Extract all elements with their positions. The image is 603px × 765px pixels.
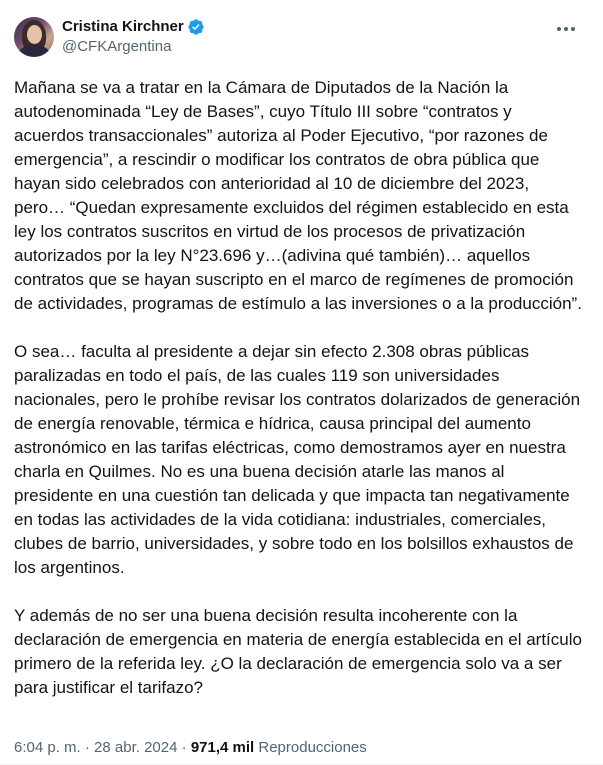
author-handle[interactable]: @CFKArgentina	[62, 38, 172, 55]
more-options-icon[interactable]	[553, 18, 579, 40]
meta-separator: ·	[84, 739, 90, 756]
views-label[interactable]: Reproducciones	[258, 739, 367, 756]
author-info	[62, 17, 205, 57]
tweet-text	[14, 76, 584, 724]
avatar[interactable]	[14, 17, 54, 57]
views-count: 971,4 mil	[190, 739, 255, 756]
tweet-paragraph-1: Mañana se va a tratar en la Cámara de Diputados de la Nación la autodenominada “Ley de Bases”, cuyo Título III sobre “contratos y acuerdos transaccionales” autoriza al Poder Ejecutivo, “por razones de emergencia”, a rescindir o modificar los contratos de obra pública que hayan sido celebrados con anterioridad al 10 de diciembre del 2023, pero… “Quedan expresamente excluidos del régimen establecido en esta ley los contratos suscritos en virtud de los procesos de privatización autorizados por la ley N°23.696 y…(adivina qué también)… aquellos contratos que se hayan suscripto en el marco de regímenes de promoción de actividades, programas de estímulo a las inversiones o a la producción”.	[14, 78, 582, 313]
author-display-name[interactable]: Cristina Kirchner	[62, 18, 184, 35]
name-row	[62, 17, 205, 37]
tweet-paragraph-2: O sea… faculta al presidente a dejar sin efecto 2.308 obras públicas paralizadas en todo el país, de las cuales 119 son universidades nacionales, pero le prohíbe revisar los contratos dolarizados de generación de energía renovable, térmica e hídrica, causa principal del aumento astronómico en las tarifas eléctricas, como demostramos ayer en nuestra charla en Quilmes. No es una buena decisión atarle las manos al presidente en una cuestión tan delicada y que impacta tan negativamente en todas las actividades de la vida cotidiana: industriales, comerciales, clubes de barrio, universidades, y sobre todo en los bolsillos exhaustos de los argentinos.	[14, 342, 581, 577]
tweet-date[interactable]: 28 abr. 2024	[94, 739, 178, 756]
tweet-header	[14, 14, 589, 60]
tweet-paragraph-3: Y además de no ser una buena decisión resulta incoherente con la declaración de emergencia en materia de energía establecida en el artículo primero de la referida ley. ¿O la declaración de emergencia solo va a ser para justificar el tarifazo?	[14, 606, 582, 697]
tweet-time[interactable]: 6:04 p. m.	[14, 739, 81, 756]
meta-separator: ·	[181, 739, 187, 756]
verified-badge-icon	[187, 18, 205, 36]
tweet-meta	[14, 738, 367, 758]
